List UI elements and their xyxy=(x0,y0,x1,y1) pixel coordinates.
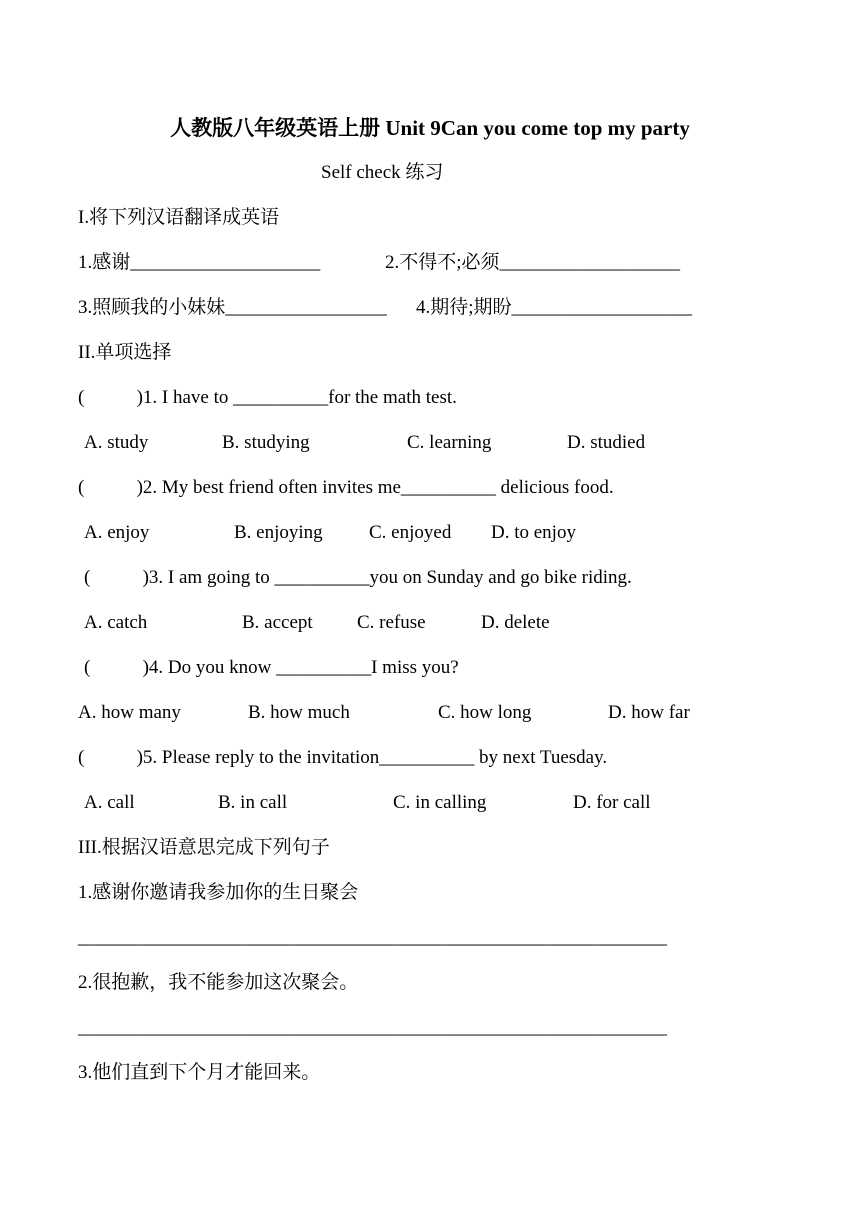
page-title: 人教版八年级英语上册 Unit 9Can you come top my party xyxy=(170,116,690,140)
question-2-stem: ( )2. My best friend often invites me__________ delicious food. xyxy=(78,477,614,498)
section-1-item-1: 1.感谢____________________ xyxy=(78,252,321,273)
question-4-option-b: B. how much xyxy=(248,702,350,723)
question-5-option-a: A. call xyxy=(84,792,135,813)
question-3-stem: ( )3. I am going to __________you on Sunday and go bike riding. xyxy=(84,567,632,588)
question-1-option-a: A. study xyxy=(84,432,149,453)
question-2-option-c: C. enjoyed xyxy=(369,522,452,543)
question-2-option-b: B. enjoying xyxy=(234,522,323,543)
question-5-option-d: D. for call xyxy=(573,792,651,813)
question-3-option-d: D. delete xyxy=(481,612,550,633)
question-2-option-a: A. enjoy xyxy=(84,522,150,543)
question-5-option-c: C. in calling xyxy=(393,792,487,813)
question-5-stem: ( )5. Please reply to the invitation__________ by next Tuesday. xyxy=(78,747,608,768)
question-4-option-c: C. how long xyxy=(438,702,532,723)
section-1-heading: I.将下列汉语翻译成英语 xyxy=(78,207,280,228)
section-3-item-2-prompt: 2.很抱歉，我不能参加这次聚会。 xyxy=(78,972,359,993)
question-3-option-a: A. catch xyxy=(84,612,148,633)
question-2-option-d: D. to enjoy xyxy=(491,522,576,543)
question-4-stem: ( )4. Do you know __________I miss you? xyxy=(84,657,459,678)
section-3-item-1-prompt: 1.感谢你邀请我参加你的生日聚会 xyxy=(78,882,359,903)
section-3-item-3-prompt: 3.他们直到下个月才能回来。 xyxy=(78,1062,321,1083)
question-4-option-a: A. how many xyxy=(78,702,181,723)
page-subtitle: Self check 练习 xyxy=(321,162,444,183)
question-1-option-b: B. studying xyxy=(222,432,310,453)
question-4-option-d: D. how far xyxy=(608,702,690,723)
section-3-heading: III.根据汉语意思完成下列句子 xyxy=(78,837,330,858)
section-1-item-4: 4.期待;期盼___________________ xyxy=(416,297,693,318)
question-1-option-d: D. studied xyxy=(567,432,646,453)
question-1-stem: ( )1. I have to __________for the math test. xyxy=(78,387,457,408)
section-2-heading: II.单项选择 xyxy=(78,342,172,363)
section-3-item-2-answer-line: ______________________________________________________________ xyxy=(78,1017,667,1038)
question-3-option-b: B. accept xyxy=(242,612,313,633)
section-3-item-1-answer-line: ______________________________________________________________ xyxy=(78,927,667,948)
section-1-item-3: 3.照顾我的小妹妹_________________ xyxy=(78,297,387,318)
section-1-item-2: 2.不得不;必须___________________ xyxy=(385,252,681,273)
question-1-option-c: C. learning xyxy=(407,432,492,453)
question-5-option-b: B. in call xyxy=(218,792,288,813)
question-3-option-c: C. refuse xyxy=(357,612,426,633)
